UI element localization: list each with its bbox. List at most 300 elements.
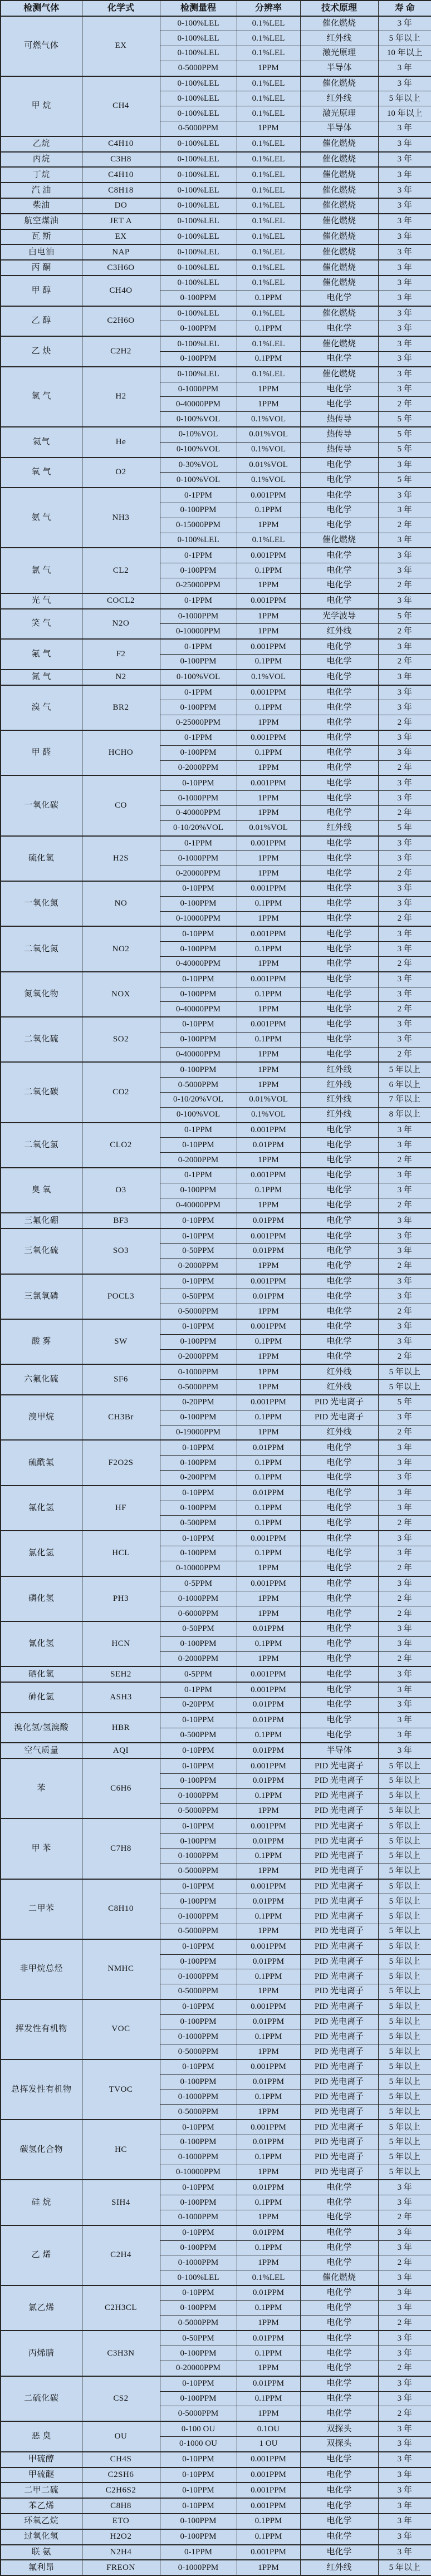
principle-cell: PID 光电离子 [300, 1758, 378, 1773]
range-cell: 0-1PPM [160, 548, 237, 563]
range-cell: 0-1PPM [160, 836, 237, 851]
resolution-cell: 1PPM [237, 609, 300, 624]
principle-cell: 电化学 [300, 473, 378, 488]
gas-name-cell: 甲硫醇 [1, 2452, 82, 2467]
gas-name-cell: 碳氢化合物 [1, 2120, 82, 2180]
resolution-cell: 0.1PPM [237, 291, 300, 306]
formula-cell: O3 [82, 1168, 160, 1213]
gas-name-cell: 环氧乙烷 [1, 2514, 82, 2529]
resolution-cell: 0.1%LEL [237, 198, 300, 214]
range-cell: 0-1000PPM [160, 2150, 237, 2165]
gas-name-cell: 甲 醇 [1, 276, 82, 306]
range-cell: 0-100PPM [160, 2240, 237, 2255]
lifespan-cell: 5 年以上 [378, 2074, 431, 2090]
principle-cell: 催化燃烧 [300, 76, 378, 91]
range-cell: 0-100%LEL [160, 152, 237, 168]
resolution-cell: 1PPM [237, 397, 300, 412]
lifespan-cell: 3 年 [378, 2331, 431, 2346]
resolution-cell: 0.01PPM [237, 2135, 300, 2150]
range-cell: 0-10000PPM [160, 624, 237, 639]
lifespan-cell: 5 年以上 [378, 31, 431, 46]
range-cell: 0-100%VOL [160, 1107, 237, 1122]
formula-cell: ASH3 [82, 1682, 160, 1713]
gas-name-cell: 氨 气 [1, 488, 82, 548]
range-cell: 0-10000PPM [160, 2165, 237, 2180]
header-row [1, 1, 431, 16]
formula-cell: C2H6O [82, 306, 160, 337]
principle-cell: 红外线 [300, 31, 378, 46]
resolution-cell: 1PPM [237, 911, 300, 926]
formula-cell: C2H3CL [82, 2285, 160, 2331]
principle-cell: 电化学 [300, 730, 378, 745]
lifespan-cell: 2 年 [378, 866, 431, 881]
resolution-cell: 1PPM [237, 1153, 300, 1168]
resolution-cell: 0.001PPM [237, 836, 300, 851]
formula-cell: SO3 [82, 1228, 160, 1274]
lifespan-cell: 3 年 [378, 2391, 431, 2406]
principle-cell: 激光原理 [300, 46, 378, 61]
table-row [1, 1364, 431, 1379]
range-cell: 0-1000 OU [160, 2437, 237, 2452]
resolution-cell: 0.1PPM [237, 1788, 300, 1803]
lifespan-cell: 3 年 [378, 1501, 431, 1516]
formula-cell: C4H10 [82, 167, 160, 183]
range-cell: 0-10PPM [160, 775, 237, 790]
formula-cell: C4H10 [82, 136, 160, 152]
resolution-cell: 0.001PPM [237, 1531, 300, 1546]
principle-cell: 电化学 [300, 397, 378, 412]
formula-cell: AQI [82, 1743, 160, 1758]
lifespan-cell: 5 年以上 [378, 1849, 431, 1864]
lifespan-cell: 5 年 [378, 473, 431, 488]
formula-cell: HBR [82, 1713, 160, 1743]
principle-cell: PID 光电离子 [300, 2044, 378, 2059]
resolution-cell: 1PPM [237, 121, 300, 136]
lifespan-cell: 5 年以上 [378, 2029, 431, 2044]
range-cell: 0-10PPM [160, 2467, 237, 2483]
principle-cell: PID 光电离子 [300, 2059, 378, 2074]
gas-name-cell: 非甲烷总烃 [1, 1939, 82, 1999]
resolution-cell: 0.1PPM [237, 1849, 300, 1864]
principle-cell: 电化学 [300, 2180, 378, 2195]
range-cell: 0-100%LEL [160, 229, 237, 245]
resolution-cell: 1PPM [237, 1380, 300, 1395]
lifespan-cell: 2 年 [378, 911, 431, 926]
table-row [1, 136, 431, 152]
lifespan-cell: 2 年 [378, 518, 431, 533]
lifespan-cell: 5 年以上 [378, 1954, 431, 1969]
principle-cell: PID 光电离子 [300, 1894, 378, 1909]
lifespan-cell: 5 年以上 [378, 2135, 431, 2150]
range-cell: 0-100%LEL [160, 2270, 237, 2285]
principle-cell: 电化学 [300, 1531, 378, 1546]
principle-cell: 红外线 [300, 1364, 378, 1379]
lifespan-cell: 5 年以上 [378, 1924, 431, 1939]
table-row [1, 639, 431, 654]
range-cell: 0-1000PPM [160, 2090, 237, 2105]
table-row [1, 1440, 431, 1455]
gas-name-cell: 二甲苯 [1, 1879, 82, 1939]
range-cell: 0-100%LEL [160, 91, 237, 106]
principle-cell: 电化学 [300, 2255, 378, 2270]
resolution-cell: 0.001PPM [237, 1017, 300, 1032]
principle-cell: PID 光电离子 [300, 2105, 378, 2120]
range-cell: 0-40000PPM [160, 956, 237, 971]
principle-cell: 电化学 [300, 2195, 378, 2210]
lifespan-cell: 3 年 [378, 2452, 431, 2467]
principle-cell: 电化学 [300, 503, 378, 518]
range-cell: 0-20PPM [160, 1395, 237, 1410]
resolution-cell: 1PPM [237, 2255, 300, 2270]
resolution-cell: 0.001PPM [237, 1576, 300, 1591]
gas-name-cell: 三氟化硼 [1, 1213, 82, 1228]
principle-cell: PID 光电离子 [300, 2090, 378, 2105]
range-cell: 0-5000PPM [160, 2316, 237, 2331]
principle-cell: 红外线 [300, 1093, 378, 1108]
lifespan-cell: 3 年 [378, 352, 431, 367]
lifespan-cell: 5 年以上 [378, 1879, 431, 1894]
resolution-cell: 0.001PPM [237, 593, 300, 609]
range-cell: 0-5000PPM [160, 1304, 237, 1319]
resolution-cell: 0.001PPM [237, 2545, 300, 2560]
resolution-cell: 0.01PPM [237, 2014, 300, 2029]
formula-cell: DO [82, 198, 160, 214]
range-cell: 0-10PPM [160, 2120, 237, 2135]
lifespan-cell: 3 年 [378, 121, 431, 136]
resolution-cell: 0.1PPM [237, 654, 300, 669]
resolution-cell: 0.001PPM [237, 2467, 300, 2483]
lifespan-cell: 5 年以上 [378, 1834, 431, 1849]
principle-cell: 电化学 [300, 2240, 378, 2255]
header-gas: 检测气体 [1, 1, 82, 16]
table-row [1, 2452, 431, 2467]
principle-cell: 催化燃烧 [300, 136, 378, 152]
range-cell: 0-100%LEL [160, 76, 237, 91]
resolution-cell: 0.1OU [237, 2421, 300, 2436]
lifespan-cell: 3 年 [378, 1274, 431, 1289]
principle-cell: 半导体 [300, 1743, 378, 1758]
formula-cell: CO2 [82, 1062, 160, 1122]
resolution-cell: 0.1PPM [237, 896, 300, 911]
lifespan-cell: 3 年 [378, 2285, 431, 2300]
resolution-cell: 0.001PPM [237, 1666, 300, 1682]
lifespan-cell: 3 年 [378, 2240, 431, 2255]
formula-cell: O2 [82, 458, 160, 488]
formula-cell: HCHO [82, 730, 160, 775]
resolution-cell: 0.1PPM [237, 1516, 300, 1531]
formula-cell: TVOC [82, 2059, 160, 2120]
lifespan-cell: 3 年 [378, 1682, 431, 1697]
resolution-cell: 0.1%LEL [237, 16, 300, 31]
principle-cell: PID 光电离子 [300, 1954, 378, 1969]
range-cell: 0-50PPM [160, 2331, 237, 2346]
range-cell: 0-100%LEL [160, 367, 237, 382]
range-cell: 0-40000PPM [160, 805, 237, 820]
range-cell: 0-10PPM [160, 2285, 237, 2300]
lifespan-cell: 3 年 [378, 926, 431, 941]
gas-name-cell: 一氧化氮 [1, 881, 82, 926]
resolution-cell: 0.1%LEL [237, 91, 300, 106]
principle-cell: 电化学 [300, 715, 378, 730]
gas-name-cell: 氯乙烯 [1, 2285, 82, 2331]
range-cell: 0-15000PPM [160, 518, 237, 533]
formula-cell: VOC [82, 1999, 160, 2059]
resolution-cell: 0.1%VOL [237, 670, 300, 685]
principle-cell: 电化学 [300, 700, 378, 715]
formula-cell: OU [82, 2421, 160, 2452]
resolution-cell: 0.001PPM [237, 1274, 300, 1289]
formula-cell: C3H3N [82, 2331, 160, 2376]
principle-cell: 电化学 [300, 881, 378, 896]
principle-cell: 催化燃烧 [300, 152, 378, 168]
gas-name-cell: 一氧化碳 [1, 775, 82, 835]
lifespan-cell: 3 年 [378, 2421, 431, 2436]
resolution-cell: 0.001PPM [237, 488, 300, 503]
resolution-cell: 0.1%VOL [237, 442, 300, 457]
lifespan-cell: 2 年 [378, 1516, 431, 1531]
table-row [1, 730, 431, 745]
gas-name-cell: 丙 酮 [1, 260, 82, 276]
formula-cell: HC [82, 2120, 160, 2180]
table-row [1, 2545, 431, 2560]
principle-cell: PID 光电离子 [300, 1939, 378, 1954]
range-cell: 0-100%VOL [160, 473, 237, 488]
range-cell: 0-100%LEL [160, 306, 237, 321]
principle-cell: 电化学 [300, 2285, 378, 2300]
range-cell: 0-100PPM [160, 1183, 237, 1198]
resolution-cell: 0.1PPM [237, 1334, 300, 1349]
lifespan-cell: 5 年 [378, 820, 431, 835]
lifespan-cell: 5 年以上 [378, 1803, 431, 1818]
lifespan-cell: 2 年 [378, 1591, 431, 1606]
resolution-cell: 0.1PPM [237, 1636, 300, 1651]
lifespan-cell: 2 年 [378, 1153, 431, 1168]
range-cell: 0-100PPM [160, 1032, 237, 1047]
principle-cell: PID 光电离子 [300, 1818, 378, 1833]
principle-cell: 红外线 [300, 1062, 378, 1077]
table-row [1, 881, 431, 896]
lifespan-cell: 5 年 [378, 442, 431, 457]
principle-cell: 催化燃烧 [300, 244, 378, 260]
resolution-cell: 0.001PPM [237, 1999, 300, 2014]
range-cell: 0-5PPM [160, 1576, 237, 1591]
principle-cell: 催化燃烧 [300, 198, 378, 214]
lifespan-cell: 3 年 [378, 2300, 431, 2316]
range-cell: 0-5000PPM [160, 2044, 237, 2059]
range-cell: 0-1000PPM [160, 1591, 237, 1606]
gas-name-cell: 氮氧化物 [1, 972, 82, 1017]
resolution-cell: 0.1PPM [237, 2529, 300, 2545]
principle-cell: PID 光电离子 [300, 1773, 378, 1788]
resolution-cell: 0.1%LEL [237, 214, 300, 229]
lifespan-cell: 3 年 [378, 775, 431, 790]
principle-cell: PID 光电离子 [300, 1924, 378, 1939]
resolution-cell: 1PPM [237, 1924, 300, 1939]
resolution-cell: 1PPM [237, 1002, 300, 1017]
principle-cell: 催化燃烧 [300, 336, 378, 351]
principle-cell: 电化学 [300, 1289, 378, 1304]
range-cell: 0-10PPM [160, 2376, 237, 2391]
principle-cell: 电化学 [300, 548, 378, 563]
principle-cell: 电化学 [300, 1606, 378, 1621]
formula-cell: H2S [82, 836, 160, 881]
formula-cell: CO [82, 775, 160, 835]
resolution-cell: 0.01PPM [237, 2074, 300, 2090]
formula-cell: CH4O [82, 276, 160, 306]
range-cell: 0-100%LEL [160, 214, 237, 229]
resolution-cell: 0.001PPM [237, 2498, 300, 2514]
table-row [1, 306, 431, 321]
lifespan-cell: 5 年以上 [378, 91, 431, 106]
gas-name-cell: 光 气 [1, 593, 82, 609]
formula-cell: C6H6 [82, 1758, 160, 1818]
principle-cell: PID 光电离子 [300, 1803, 378, 1818]
table-row [1, 1666, 431, 1682]
formula-cell: EX [82, 229, 160, 245]
table-row [1, 2529, 431, 2545]
lifespan-cell: 3 年 [378, 791, 431, 806]
resolution-cell: 1PPM [237, 2105, 300, 2120]
principle-cell: 电化学 [300, 805, 378, 820]
table-row [1, 16, 431, 31]
resolution-cell: 0.001PPM [237, 1228, 300, 1243]
lifespan-cell: 3 年 [378, 851, 431, 866]
principle-cell: 电化学 [300, 1349, 378, 1364]
table-header [1, 1, 431, 16]
resolution-cell: 0.01PPM [237, 2376, 300, 2391]
lifespan-cell: 3 年 [378, 836, 431, 851]
resolution-cell: 0.1%VOL [237, 1107, 300, 1122]
lifespan-cell: 3 年 [378, 987, 431, 1002]
range-cell: 0-5000PPM [160, 2406, 237, 2421]
formula-cell: N2O [82, 609, 160, 640]
resolution-cell: 1PPM [237, 1304, 300, 1319]
principle-cell: 电化学 [300, 1591, 378, 1606]
gas-name-cell: 二硫化碳 [1, 2376, 82, 2421]
range-cell: 0-100PPM [160, 1334, 237, 1349]
range-cell: 0-100PPM [160, 2074, 237, 2090]
principle-cell: 电化学 [300, 1682, 378, 1697]
range-cell: 0-100PPM [160, 2195, 237, 2210]
formula-cell: CL2 [82, 548, 160, 593]
lifespan-cell: 3 年 [378, 1410, 431, 1425]
resolution-cell: 0.1PPM [237, 1728, 300, 1743]
principle-cell: 电化学 [300, 1713, 378, 1728]
lifespan-cell: 3 年 [378, 1531, 431, 1546]
principle-cell: 电化学 [300, 1636, 378, 1651]
lifespan-cell: 2 年 [378, 2255, 431, 2270]
formula-cell: NO [82, 881, 160, 926]
table-row [1, 1576, 431, 1591]
resolution-cell: 0.1%LEL [237, 152, 300, 168]
gas-name-cell: 二氧化氮 [1, 926, 82, 971]
range-cell: 0-1000PPM [160, 791, 237, 806]
resolution-cell: 1PPM [237, 1349, 300, 1364]
gas-name-cell: 甲硫醚 [1, 2467, 82, 2483]
resolution-cell: 0.1%LEL [237, 2270, 300, 2285]
range-cell: 0-5000PPM [160, 2105, 237, 2120]
range-cell: 0-100%LEL [160, 167, 237, 183]
principle-cell: 电化学 [300, 2331, 378, 2346]
lifespan-cell: 3 年 [378, 321, 431, 336]
resolution-cell: 1PPM [237, 1062, 300, 1077]
lifespan-cell: 3 年 [378, 1713, 431, 1728]
resolution-cell: 1PPM [237, 1651, 300, 1666]
lifespan-cell: 3 年 [378, 16, 431, 31]
range-cell: 0-100%LEL [160, 198, 237, 214]
range-cell: 0-100PPM [160, 291, 237, 306]
principle-cell: 热传导 [300, 412, 378, 427]
lifespan-cell: 5 年 [378, 427, 431, 442]
principle-cell: 电化学 [300, 1047, 378, 1062]
range-cell: 0-50PPM [160, 1621, 237, 1636]
formula-cell: HCL [82, 1531, 160, 1576]
range-cell: 0-100 OU [160, 2421, 237, 2436]
gas-name-cell: 氦气 [1, 427, 82, 458]
gas-name-cell: 丙烯腈 [1, 2331, 82, 2376]
principle-cell: PID 光电离子 [300, 2120, 378, 2135]
resolution-cell: 1PPM [237, 760, 300, 775]
formula-cell: C3H8 [82, 152, 160, 168]
range-cell: 0-1PPM [160, 488, 237, 503]
range-cell: 0-100PPM [160, 2300, 237, 2316]
resolution-cell: 0.01PPM [237, 1773, 300, 1788]
range-cell: 0-500PPM [160, 1728, 237, 1743]
table-row [1, 276, 431, 291]
gas-name-cell: 硒化氢 [1, 1666, 82, 1682]
table-row [1, 2331, 431, 2346]
range-cell: 0-50PPM [160, 1244, 237, 1259]
lifespan-cell: 2 年 [378, 1002, 431, 1017]
table-row [1, 593, 431, 609]
formula-cell: C2H2 [82, 336, 160, 367]
lifespan-cell: 5 年以上 [378, 1894, 431, 1909]
lifespan-cell: 3 年 [378, 183, 431, 198]
lifespan-cell: 3 年 [378, 2376, 431, 2391]
formula-cell: NAP [82, 244, 160, 260]
resolution-cell: 1PPM [237, 1364, 300, 1379]
table-row [1, 1274, 431, 1289]
resolution-cell: 0.1%LEL [237, 260, 300, 276]
range-cell: 0-10PPM [160, 1138, 237, 1153]
lifespan-cell: 3 年 [378, 670, 431, 685]
resolution-cell: 0.001PPM [237, 2120, 300, 2135]
range-cell: 0-5000PPM [160, 1380, 237, 1395]
lifespan-cell: 3 年 [378, 136, 431, 152]
formula-cell: H2O2 [82, 2529, 160, 2545]
formula-cell: C8H10 [82, 1879, 160, 1939]
resolution-cell: 0.1%LEL [237, 167, 300, 183]
formula-cell: ETO [82, 2514, 160, 2529]
principle-cell: 电化学 [300, 896, 378, 911]
principle-cell: 电化学 [300, 352, 378, 367]
range-cell: 0-100PPM [160, 1894, 237, 1909]
principle-cell: 催化燃烧 [300, 16, 378, 31]
resolution-cell: 1PPM [237, 382, 300, 397]
lifespan-cell: 3 年 [378, 2545, 431, 2560]
range-cell: 0-1PPM [160, 1168, 237, 1183]
principle-cell: 催化燃烧 [300, 367, 378, 382]
principle-cell: 电化学 [300, 518, 378, 533]
resolution-cell: 0.001PPM [237, 1758, 300, 1773]
resolution-cell: 0.001PPM [237, 881, 300, 896]
range-cell: 0-10PPM [160, 1274, 237, 1289]
range-cell: 0-1000PPM [160, 1909, 237, 1924]
range-cell: 0-2000PPM [160, 1258, 237, 1274]
lifespan-cell: 3 年 [378, 367, 431, 382]
lifespan-cell: 3 年 [378, 260, 431, 276]
lifespan-cell: 5 年以上 [378, 1969, 431, 1984]
